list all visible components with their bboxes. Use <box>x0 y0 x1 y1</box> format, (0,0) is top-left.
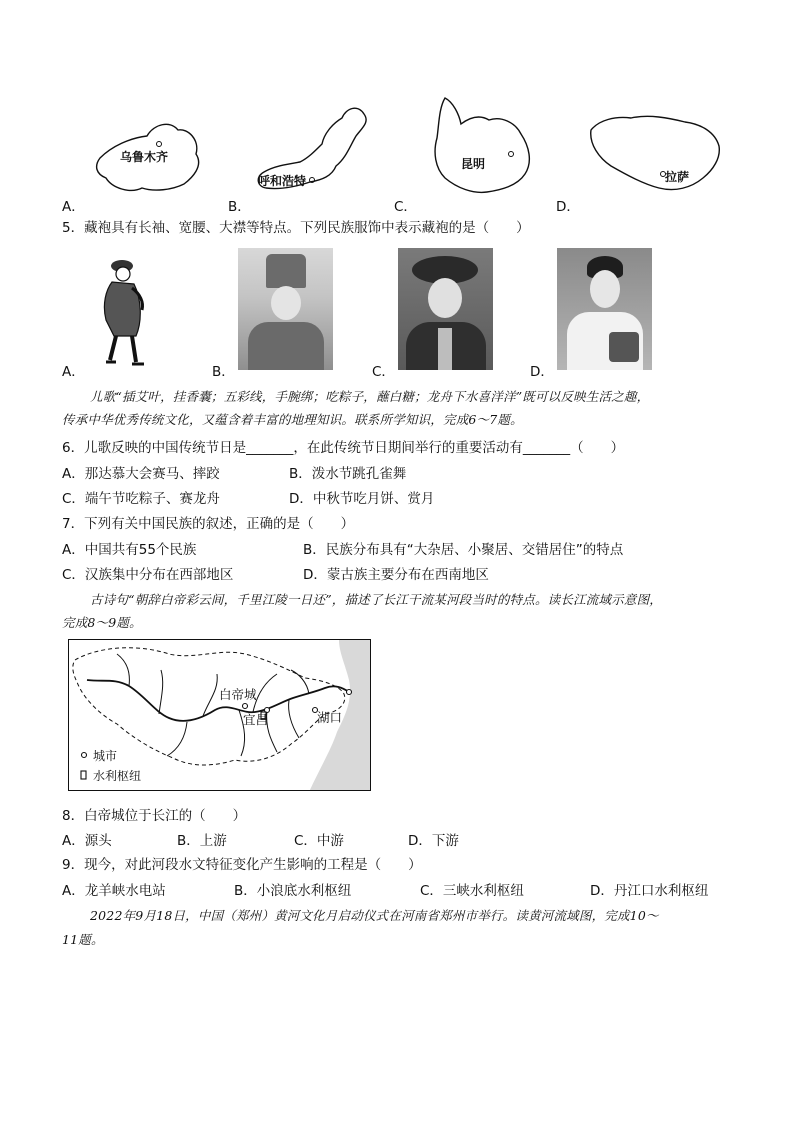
legend-city-label: 城市 <box>93 749 118 763</box>
passage-yellow-river-line1: 2022年9月18日，中国（郑州）黄河文化月启动仪式在河南省郑州市举行。读黄河流域图，完成10～ <box>90 908 659 923</box>
lhasa-label: 拉萨 <box>665 170 690 184</box>
hohhot-label: 呼和浩特 <box>258 174 307 188</box>
q8-option-d[interactable]: D．下游 <box>408 833 459 849</box>
q7-option-a[interactable]: A．中国共有55个民族 <box>62 542 197 558</box>
q6-stem: 6．儿歌反映的中国传统节日是_______，在此传统节日期间举行的重要活动有_______（ ） <box>62 440 625 456</box>
q5-option-b-letter[interactable]: B． <box>212 364 235 380</box>
q4-option-d-letter[interactable]: D． <box>556 199 580 215</box>
yunnan-outline-map <box>425 92 550 204</box>
urumqi-label: 乌鲁木齐 <box>120 150 169 164</box>
korean-costume-photo <box>557 248 652 370</box>
q4-option-a-letter[interactable]: A． <box>62 199 85 215</box>
q9-option-d[interactable]: D．丹江口水利枢纽 <box>590 883 709 899</box>
q6-option-a[interactable]: A．那达慕大会赛马、摔跤 <box>62 466 220 482</box>
q7-option-b[interactable]: B．民族分布具有“大杂居、小聚居、交错居住”的特点 <box>303 542 624 558</box>
q8-stem: 8．白帝城位于长江的（ ） <box>62 808 247 824</box>
q8-option-b[interactable]: B．上游 <box>177 833 227 849</box>
q9-option-a[interactable]: A．龙羊峡水电站 <box>62 883 166 899</box>
yichang-label: 宜昌 <box>243 712 269 727</box>
q5-option-c-letter[interactable]: C． <box>372 364 395 380</box>
passage-song-line1: 儿歌“插艾叶，挂香囊；五彩线，手腕绑；吃粽子，蘸白糖；龙舟下水喜洋洋”既可以反映生活之趣， <box>90 389 650 404</box>
q5-stem: 5．藏袍具有长袖、宽腰、大襟等特点。下列民族服饰中表示藏袍的是（ ） <box>62 220 530 236</box>
q7-option-c[interactable]: C．汉族集中分布在西部地区 <box>62 567 234 583</box>
q4-option-c-letter[interactable]: C． <box>394 199 417 215</box>
legend-dam-label: 水利枢纽 <box>93 769 142 783</box>
miao-costume-photo <box>238 248 333 370</box>
q5-option-a-letter[interactable]: A． <box>62 364 85 380</box>
ethnic-costume-photo-c <box>398 248 493 370</box>
q9-stem: 9．现今，对此河段水文特征变化产生影响的工程是（ ） <box>62 857 422 873</box>
q9-option-c[interactable]: C．三峡水利枢纽 <box>420 883 524 899</box>
q5-option-d-letter[interactable]: D． <box>530 364 554 380</box>
q9-option-b[interactable]: B．小浪底水利枢纽 <box>234 883 352 899</box>
q6-option-c[interactable]: C．端午节吃粽子、赛龙舟 <box>62 491 220 507</box>
q6-option-d[interactable]: D．中秋节吃月饼、赏月 <box>289 491 435 507</box>
hukou-label: 湖口 <box>317 710 343 725</box>
yangtze-basin-map <box>68 639 371 791</box>
kunming-label: 昆明 <box>461 157 486 171</box>
passage-poem-line2: 完成8～9题。 <box>62 615 142 630</box>
q6-option-b[interactable]: B．泼水节跳孔雀舞 <box>289 466 407 482</box>
q8-option-a[interactable]: A．源头 <box>62 833 112 849</box>
tibetan-robe-figure-illustration <box>92 250 152 370</box>
q8-option-c[interactable]: C．中游 <box>294 833 344 849</box>
passage-song-line2: 传承中华优秀传统文化，又蕴含着丰富的地理知识。联系所学知识，完成6～7题。 <box>62 412 523 427</box>
tibet-outline-map <box>585 108 725 203</box>
baidicheng-label: 白帝城 <box>219 687 257 702</box>
q4-option-b-letter[interactable]: B． <box>228 199 251 215</box>
q7-stem: 7．下列有关中国民族的叙述，正确的是（ ） <box>62 516 355 532</box>
q7-option-d[interactable]: D．蒙古族主要分布在西南地区 <box>303 567 489 583</box>
passage-yellow-river-line2: 11题。 <box>62 932 104 947</box>
passage-poem-line1: 古诗句“朝辞白帝彩云间，千里江陵一日还”，描述了长江干流某河段当时的特点。读长江流域示意图， <box>90 592 662 607</box>
